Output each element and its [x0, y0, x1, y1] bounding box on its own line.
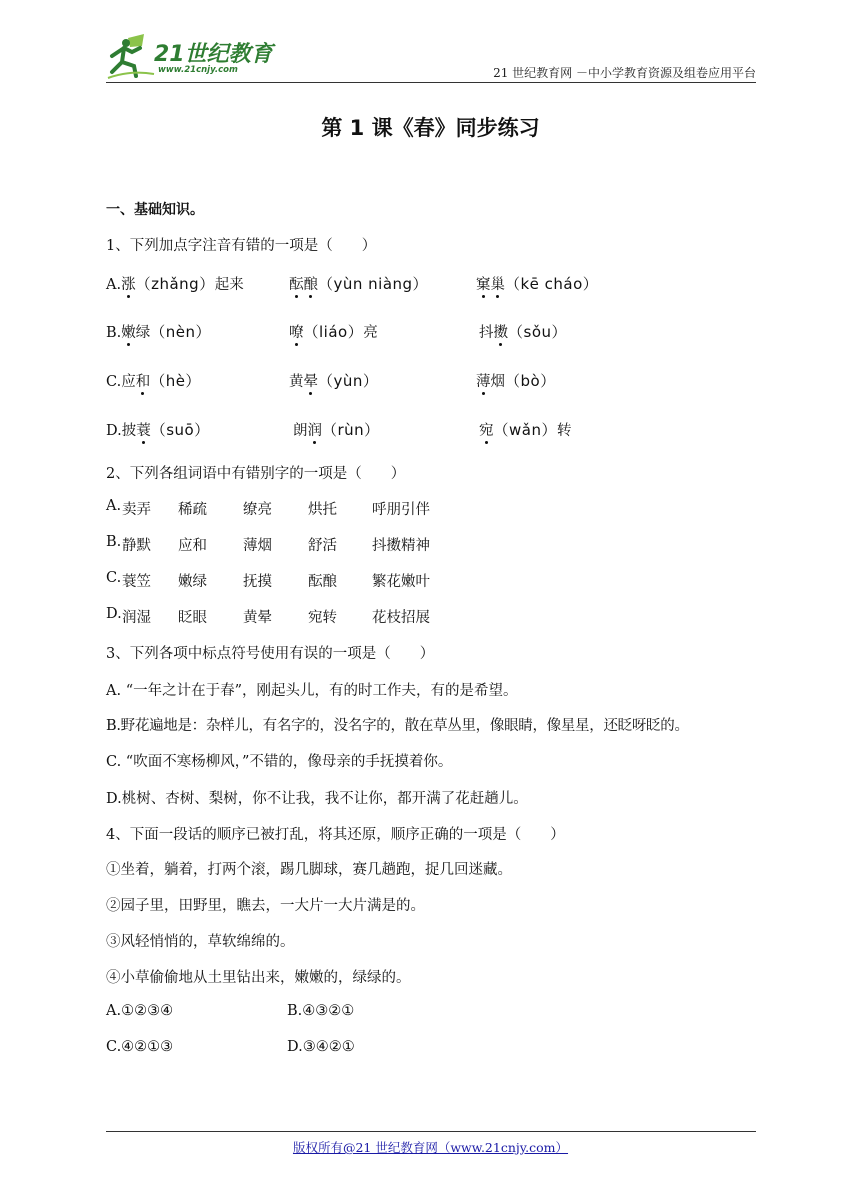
header-divider — [106, 82, 756, 83]
question-3-option-d: D.桃树、杏树、梨树，你不让我，我不让你，都开满了花赶趟儿。 — [106, 791, 528, 807]
question-4-sentence-2: ②园子里，田野里，瞧去，一大片一大片满是的。 — [106, 898, 425, 914]
question-4-option-b: B.④③②① — [287, 1003, 355, 1019]
runner-logo-icon — [106, 34, 156, 80]
question-3-option-a: A. “一年之计在于春”，刚起头儿，有的时工作夫，有的是希望。 — [106, 683, 518, 699]
question-3-option-b: B.野花遍地是：杂样儿，有名字的，没名字的，散在草丛里，像眼睛，像星星，还眨呀眨的。 — [106, 718, 689, 734]
question-4-sentence-3: ③风轻悄悄的，草软绵绵的。 — [106, 934, 295, 950]
footer-divider — [106, 1131, 756, 1132]
question-2-stem: 2、下列各组词语中有错别字的一项是（ ） — [106, 466, 406, 482]
footer-copyright-link[interactable]: 版权所有@21 世纪教育网（www.21cnjy.com） — [292, 1140, 569, 1155]
page-title: 第 1 课《春》同步练习 — [321, 116, 540, 140]
logo-text: 21世纪教育 — [154, 42, 273, 67]
site-name: 21 世纪教育网 －中小学教育资源及组卷应用平台 — [493, 66, 756, 80]
question-4-option-c: C.④②①③ — [106, 1039, 174, 1055]
question-4-stem: 4、下面一段话的顺序已被打乱，将其还原，顺序正确的一项是（ ） — [106, 827, 565, 843]
site-logo — [106, 34, 281, 80]
question-4-option-d: D.③④②① — [287, 1039, 355, 1055]
question-4-sentence-1: ①坐着，躺着，打两个滚，踢几脚球，赛几趟跑，捉几回迷藏。 — [106, 862, 512, 878]
question-4-option-a: A.①②③④ — [106, 1003, 174, 1019]
section-heading: 一、基础知识。 — [106, 202, 204, 218]
logo-url: www.21cnjy.com — [158, 65, 238, 75]
question-1-stem: 1、下列加点字注音有错的一项是（ ） — [106, 238, 377, 254]
question-3-option-c: C. “吹面不寒杨柳风，”不错的，像母亲的手抚摸着你。 — [106, 754, 453, 770]
question-3-stem: 3、下列各项中标点符号使用有误的一项是（ ） — [106, 646, 435, 662]
page-header — [106, 30, 756, 84]
question-4-sentence-4: ④小草偷偷地从土里钻出来，嫩嫩的，绿绿的。 — [106, 970, 411, 986]
